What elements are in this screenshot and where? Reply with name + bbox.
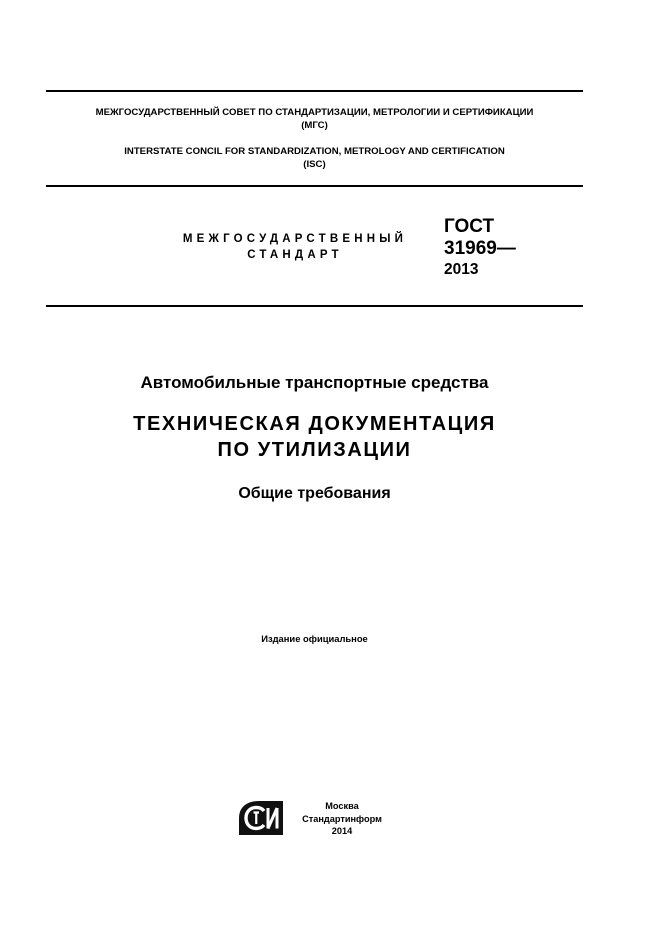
gost-year: 2013 xyxy=(444,261,479,278)
standard-type-line1: МЕЖГОСУДАРСТВЕННЫЙ xyxy=(182,233,408,245)
publication-year: 2014 xyxy=(331,826,353,836)
council-abbr-ru: (МГС) xyxy=(301,120,328,131)
edition-note: Издание официальное xyxy=(261,633,368,644)
council-name-ru-line1: МЕЖГОСУДАРСТВЕННЫЙ СОВЕТ ПО СТАНДАРТИЗАЦИИ, МЕТРОЛОГИИ И СЕРТИФИКАЦИИ xyxy=(95,107,534,118)
standard-type-line2: СТАНДАРТ xyxy=(247,249,343,261)
council-abbr-en: (ISC) xyxy=(303,159,326,170)
document-subject: Автомобильные транспортные средства xyxy=(140,373,489,392)
standard-type xyxy=(150,231,440,263)
council-name-en xyxy=(46,145,583,171)
publisher-city: Москва xyxy=(325,801,359,811)
publisher-name: Стандартинформ xyxy=(302,813,382,824)
document-title xyxy=(46,411,583,463)
document-title-line2: ПО УТИЛИЗАЦИИ xyxy=(217,439,412,461)
standartinform-logo-icon xyxy=(239,801,283,835)
gost-designation xyxy=(444,216,516,280)
gost-label: ГОСТ xyxy=(444,216,495,237)
document-subtitle: Общие требования xyxy=(238,485,391,502)
council-name-en-line1: INTERSTATE CONCIL FOR STANDARDIZATION, METROLOGY AND CERTIFICATION xyxy=(124,146,505,157)
top-rule xyxy=(46,90,583,92)
publisher-info xyxy=(290,800,394,838)
council-name-ru xyxy=(46,106,583,132)
bottom-rule xyxy=(46,305,583,307)
gost-number: 31969— xyxy=(444,238,516,259)
middle-rule xyxy=(46,185,583,187)
document-title-line1: ТЕХНИЧЕСКАЯ ДОКУМЕНТАЦИЯ xyxy=(133,413,496,435)
